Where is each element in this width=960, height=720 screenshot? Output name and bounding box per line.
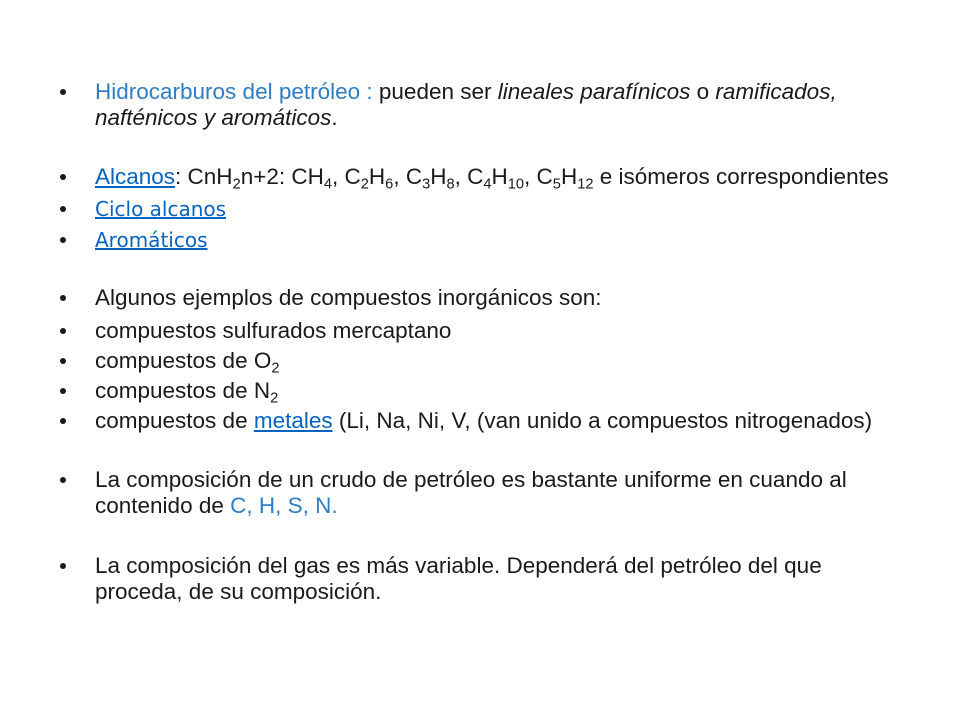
formula-subscript: 2 xyxy=(360,176,369,193)
text-segment: compuestos de xyxy=(95,408,254,433)
bullet-text-inorganicos: Algunos ejemplos de compuestos inorgánicos son: xyxy=(95,285,602,310)
text-segment: compuestos de O xyxy=(95,348,272,373)
text-segment: contenido de xyxy=(95,493,231,518)
formula-segment: : CnH xyxy=(175,164,233,189)
formula-subscript: 3 xyxy=(422,176,431,193)
bullet-marker xyxy=(60,295,66,301)
emphasis-naftenicos: nafténicos y aromáticos xyxy=(95,105,332,130)
formula-subscript: 8 xyxy=(446,176,455,193)
bullet-marker xyxy=(60,89,66,95)
bullet-text-alcanos xyxy=(95,164,935,193)
text-segment: pueden ser xyxy=(372,79,498,104)
formula-subscript: 10 xyxy=(507,176,525,193)
elements-highlight: C, H, S, N. xyxy=(230,493,338,518)
bullet-text-nitrogeno xyxy=(95,378,935,407)
formula-segment: , C xyxy=(393,164,423,189)
aromaticos-link[interactable]: Aromáticos xyxy=(95,228,208,252)
formula-segment: H xyxy=(368,164,386,189)
formula-subscript: 4 xyxy=(483,176,492,193)
text-segment: (Li, Na, Ni, V, (van unido a compuestos nitrogenados) xyxy=(332,408,873,433)
hidrocarburos-label: Hidrocarburos del petróleo : xyxy=(95,79,373,104)
formula-segment: H xyxy=(430,164,447,189)
bullet-marker xyxy=(60,328,66,334)
formula-subscript: 2 xyxy=(232,176,241,193)
bullet-text-metales xyxy=(95,408,935,434)
bullet-marker xyxy=(60,237,66,243)
bullet-text-aromaticos xyxy=(95,227,935,253)
formula-segment: , C xyxy=(524,164,553,189)
formula-segment: H xyxy=(491,164,508,189)
bullet-text-crudo xyxy=(95,467,935,519)
formula-segment: n+2: CH xyxy=(240,164,324,189)
text-line: proceda, de su composición. xyxy=(95,579,382,604)
alcanos-link[interactable]: Alcanos xyxy=(95,164,176,189)
bullet-marker xyxy=(60,206,66,212)
text-segment: o xyxy=(690,79,716,104)
formula-segment: e isómeros correspondientes xyxy=(593,164,889,189)
emphasis-ramificados: ramificados, xyxy=(715,79,837,104)
bullet-marker xyxy=(60,477,66,483)
bullet-text-hidrocarburos xyxy=(95,79,935,131)
formula-subscript: 2 xyxy=(271,360,280,377)
text-line xyxy=(95,493,935,519)
ciclo-alcanos-link[interactable]: Ciclo alcanos xyxy=(95,197,227,221)
formula-subscript: 5 xyxy=(552,176,561,193)
bullet-marker xyxy=(60,563,66,569)
bullet-marker xyxy=(60,418,66,424)
text-line: La composición de un crudo de petróleo es bastante uniforme en cuando al xyxy=(95,467,847,492)
emphasis-lineales: lineales parafínicos xyxy=(497,79,691,104)
formula-subscript: 12 xyxy=(577,176,594,193)
metales-link[interactable]: metales xyxy=(253,408,333,433)
text-segment: compuestos de N xyxy=(95,378,271,403)
text-segment: . xyxy=(331,105,338,130)
formula-subscript: 6 xyxy=(385,176,394,193)
bullet-marker xyxy=(60,358,66,364)
bullet-text-sulfurados: compuestos sulfurados mercaptano xyxy=(95,318,452,343)
text-line: La composición del gas es más variable. Dependerá del petróleo del que xyxy=(95,553,822,578)
bullet-marker xyxy=(60,388,66,394)
bullet-text-gas xyxy=(95,553,935,605)
bullet-marker xyxy=(60,174,66,180)
formula-subscript: 4 xyxy=(323,176,333,193)
bullet-text-oxigeno xyxy=(95,348,935,377)
formula-segment: , C xyxy=(332,164,361,189)
formula-segment: , C xyxy=(454,164,484,189)
bullet-text-ciclo-alcanos xyxy=(95,196,935,222)
formula-subscript: 2 xyxy=(270,390,279,407)
formula-segment: H xyxy=(560,164,578,189)
